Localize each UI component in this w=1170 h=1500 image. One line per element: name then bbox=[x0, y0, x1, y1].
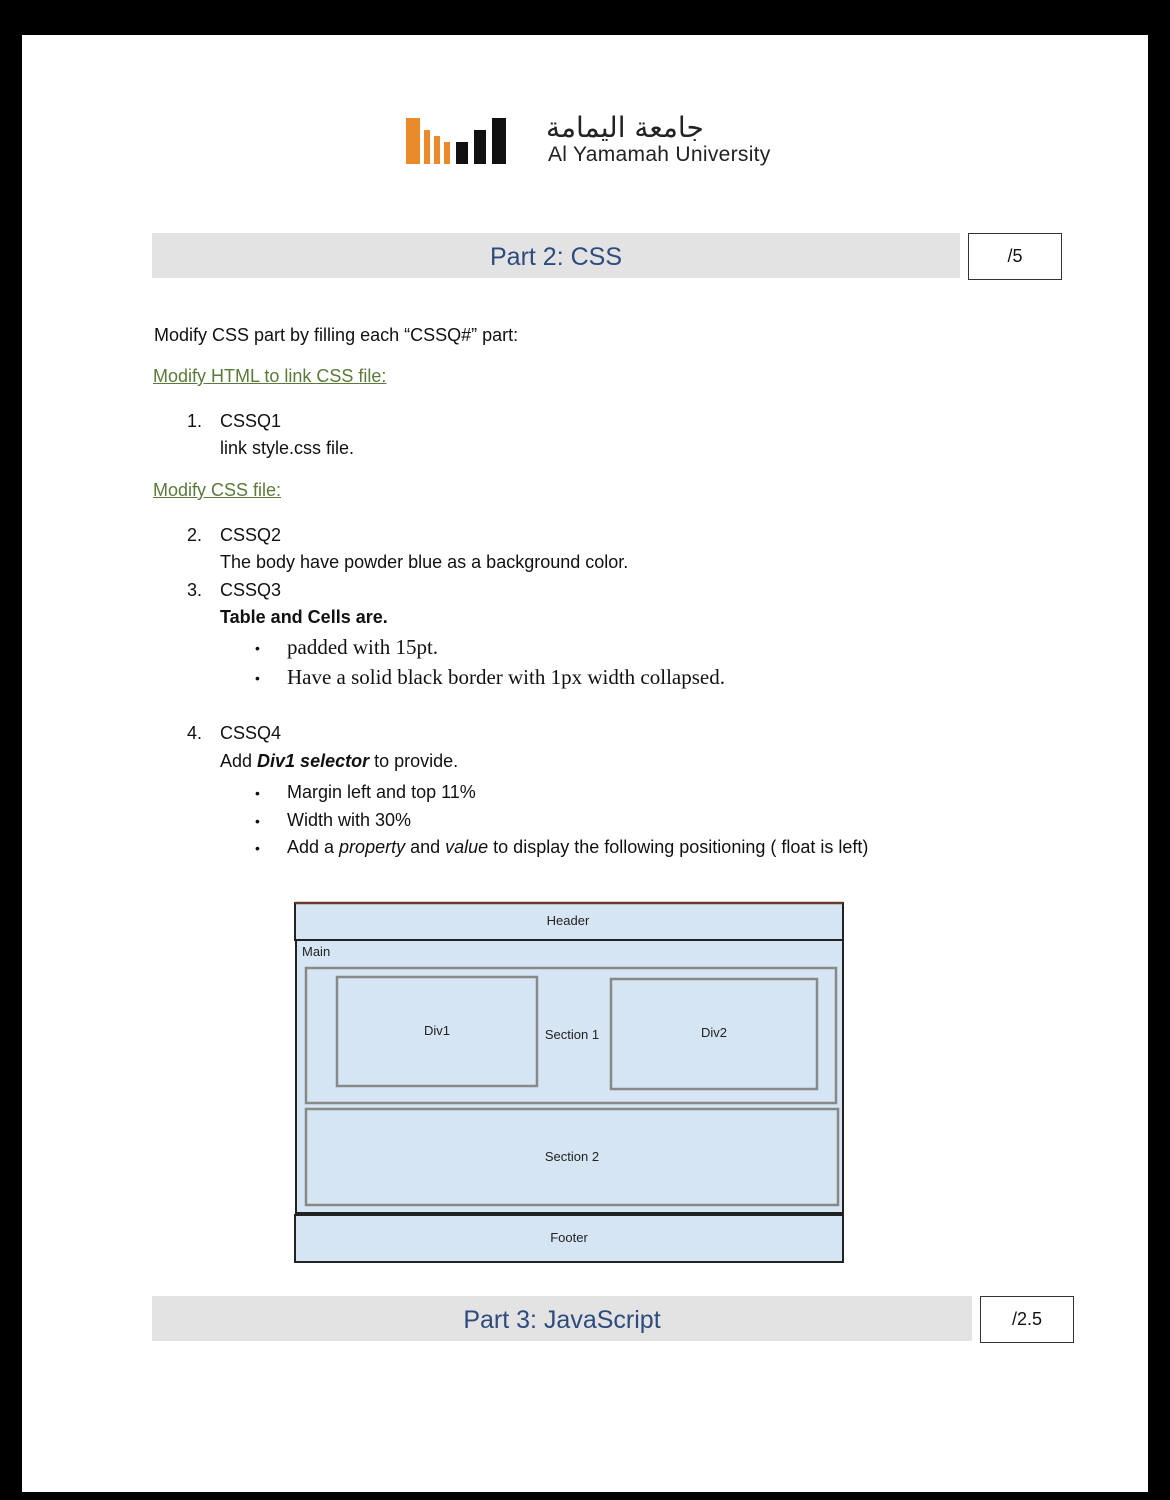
q3-bullet-dot-2: • bbox=[255, 670, 260, 686]
q3-heading: Table and Cells are. bbox=[220, 607, 388, 627]
diagram-main-label: Main bbox=[302, 944, 331, 959]
q1-text: link style.css file. bbox=[220, 438, 355, 458]
q4-b3-value: value bbox=[445, 837, 489, 857]
diagram-section2-label: Section 2 bbox=[544, 1149, 600, 1164]
q1-number: 1. bbox=[187, 411, 203, 431]
intro-text: Modify CSS part by filling each “CSSQ#” part: bbox=[154, 325, 519, 345]
q4-bullet-2: Width with 30% bbox=[287, 810, 412, 830]
q4-bullet-dot-3: • bbox=[255, 840, 260, 856]
q3-bullet-1: padded with 15pt. bbox=[287, 635, 439, 659]
section-heading-html: Modify HTML to link CSS file: bbox=[153, 366, 387, 386]
q4-b3-mid: and bbox=[405, 837, 446, 857]
part2-score-box: /5 bbox=[968, 233, 1062, 280]
logo-english-name: Al Yamamah University bbox=[548, 143, 771, 166]
q4-bullet-1: Margin left and top 11% bbox=[287, 782, 476, 802]
q2-number: 2. bbox=[187, 525, 203, 545]
diagram-footer-label: Footer bbox=[550, 1230, 588, 1245]
q4-text-post: to provide. bbox=[369, 751, 459, 771]
q1-label: CSSQ1 bbox=[220, 411, 282, 431]
q4-b3-pre: Add a bbox=[287, 837, 340, 857]
part2-title: Part 2: CSS bbox=[490, 243, 622, 271]
q4-b3-property: property bbox=[339, 837, 406, 857]
q4-bullet-dot-1: • bbox=[255, 785, 260, 801]
q3-bullet-2: Have a solid black border with 1px width collapsed. bbox=[287, 665, 725, 689]
q4-text bbox=[220, 751, 458, 772]
diagram-section1-label: Section 1 bbox=[544, 1027, 600, 1042]
part2-header-bar bbox=[152, 233, 960, 278]
q4-bullet-3 bbox=[287, 837, 868, 858]
part3-score-box: /2.5 bbox=[980, 1296, 1074, 1343]
section-heading-css: Modify CSS file: bbox=[153, 480, 282, 500]
q2-label: CSSQ2 bbox=[220, 525, 282, 545]
document-page bbox=[22, 35, 1148, 1492]
q3-label: CSSQ3 bbox=[220, 580, 282, 600]
q2-text: The body have powder blue as a background color. bbox=[220, 552, 629, 572]
logo-arabic-name: جامعة اليمامة bbox=[546, 111, 704, 144]
diagram-div1-label: Div1 bbox=[423, 1023, 451, 1038]
part3-header-bar bbox=[152, 1296, 972, 1341]
part3-title: Part 3: JavaScript bbox=[463, 1306, 661, 1334]
logo-bars-icon bbox=[406, 114, 524, 164]
q4-text-pre: Add bbox=[220, 751, 258, 771]
layout-diagram bbox=[292, 900, 848, 1265]
q4-text-bold: Div1 selector bbox=[257, 751, 370, 771]
diagram-header-label: Header bbox=[546, 913, 590, 928]
q3-bullet-dot-1: • bbox=[255, 640, 260, 656]
q4-bullet-dot-2: • bbox=[255, 813, 260, 829]
q4-label: CSSQ4 bbox=[220, 723, 282, 743]
q4-number: 4. bbox=[187, 723, 203, 743]
diagram-div2-label: Div2 bbox=[700, 1025, 728, 1040]
university-logo bbox=[406, 109, 826, 169]
q4-b3-post: to display the following positioning ( float is left) bbox=[488, 837, 869, 857]
q3-number: 3. bbox=[187, 580, 203, 600]
